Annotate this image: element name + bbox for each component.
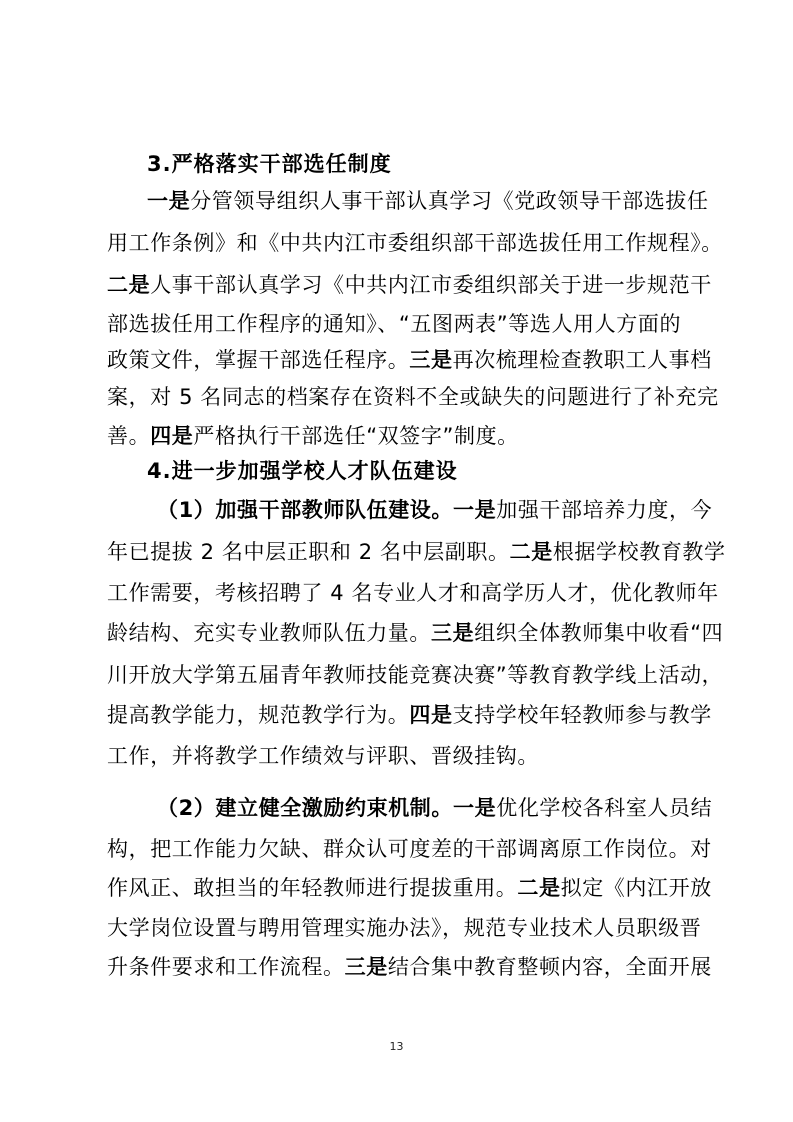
text-run: 构，把工作能力欠缺、群众认可度差的干部调离原工作岗位。对 bbox=[107, 837, 712, 861]
paragraph-4-1-line bbox=[107, 537, 726, 567]
text-run: 加强干部培养力度，今 bbox=[496, 498, 713, 522]
bold-text: 三是 bbox=[344, 955, 388, 979]
text-run: 工作需要，考核招聘了 4 名专业人才和高学历人才，优化教师年 bbox=[107, 581, 719, 605]
bold-text: 二是 bbox=[517, 876, 561, 900]
paragraph-3-line bbox=[107, 345, 712, 375]
paragraph-4-2-line bbox=[157, 793, 713, 823]
section-heading-3: 3.严格落实干部选任制度 bbox=[147, 152, 392, 176]
text-run: 年已提拔 2 名中层正职和 2 名中层副职。 bbox=[107, 540, 510, 564]
text-run: 善。 bbox=[107, 424, 151, 448]
text-run: 工作，并将教学工作绩效与评职、晋级挂钩。 bbox=[107, 744, 539, 768]
bold-text: （1）加强干部教师队伍建设。 bbox=[157, 498, 454, 522]
text-run: 组织全体教师集中收看“四 bbox=[474, 621, 724, 645]
text-run: 案，对 5 名同志的档案存在资料不全或缺失的问题进行了补充完 bbox=[107, 385, 719, 409]
text-run: 结合集中教育整顿内容，全面开展 bbox=[387, 955, 712, 979]
paragraph-3-line bbox=[107, 228, 723, 258]
bold-text: 四是 bbox=[150, 424, 194, 448]
paragraph-3-line bbox=[107, 421, 707, 451]
text-run: 人事干部认真学习《中共内江市委组织部关于进一步规范干 bbox=[150, 273, 712, 297]
text-run: 优化学校各科室人员结 bbox=[496, 796, 713, 820]
text-run: 龄结构、充实专业教师队伍力量。 bbox=[107, 621, 431, 645]
paragraph-4-1-line bbox=[107, 618, 724, 648]
text-run: 严格执行干部选任“双签字”制度。 bbox=[193, 424, 519, 448]
paragraph-3-line bbox=[107, 270, 712, 300]
paragraph-4-2-line bbox=[107, 913, 707, 943]
text-run: 再次梳理检查教职工人事档 bbox=[452, 348, 712, 372]
text-run: 作风正、敢担当的年轻教师进行提拔重用。 bbox=[107, 876, 518, 900]
paragraph-4-1-line bbox=[107, 578, 719, 608]
bold-text: 一是 bbox=[453, 796, 497, 820]
text-run: 分管领导组织人事干部认真学习《党政领导干部选拔任 bbox=[190, 189, 709, 213]
paragraph-4-2-line bbox=[107, 873, 712, 903]
bold-text: 三是 bbox=[431, 621, 475, 645]
paragraph-4-2-line bbox=[107, 952, 712, 982]
paragraph-4-1-line bbox=[107, 700, 712, 730]
bold-text: 四是 bbox=[409, 703, 453, 727]
text-run: 支持学校年轻教师参与教学 bbox=[452, 703, 712, 727]
bold-text: 一是 bbox=[453, 498, 497, 522]
paragraph-3-line bbox=[107, 382, 719, 412]
bold-text: （2）建立健全激励约束机制。 bbox=[157, 796, 454, 820]
text-run: 用工作条例》和《中共内江市委组织部干部选拔任用工作规程》。 bbox=[107, 231, 723, 255]
text-run: 根据学校教育教学 bbox=[552, 540, 726, 564]
text-run: 川开放大学第五届青年教师技能竞赛决赛”等教育教学线上活动， bbox=[107, 663, 724, 687]
page-number: 13 bbox=[389, 1040, 404, 1053]
bold-text: 二是 bbox=[509, 540, 553, 564]
paragraph-4-1-line bbox=[157, 495, 713, 525]
text-run: 政策文件，掌握干部选任程序。 bbox=[107, 348, 410, 372]
bold-text: 二是 bbox=[107, 273, 151, 297]
paragraph-3-line bbox=[147, 186, 707, 216]
section-heading-4: 4.进一步加强学校人才队伍建设 bbox=[147, 459, 458, 483]
text-run: 提高教学能力，规范教学行为。 bbox=[107, 703, 410, 727]
paragraph-4-1-line bbox=[107, 741, 707, 771]
text-run: 拟定《内江开放 bbox=[560, 876, 712, 900]
bold-text: 三是 bbox=[409, 348, 453, 372]
bold-text: 一是 bbox=[147, 189, 191, 213]
paragraph-4-1-line bbox=[107, 660, 724, 690]
text-run: 升条件要求和工作流程。 bbox=[107, 955, 345, 979]
text-run: 部选拔任用工作程序的通知》、“五图两表”等选人用人方面的 bbox=[107, 312, 682, 336]
text-run: 大学岗位设置与聘用管理实施办法》，规范专业技术人员职级晋 bbox=[107, 916, 702, 940]
paragraph-4-2-line bbox=[107, 834, 712, 864]
paragraph-3-line bbox=[107, 309, 707, 339]
